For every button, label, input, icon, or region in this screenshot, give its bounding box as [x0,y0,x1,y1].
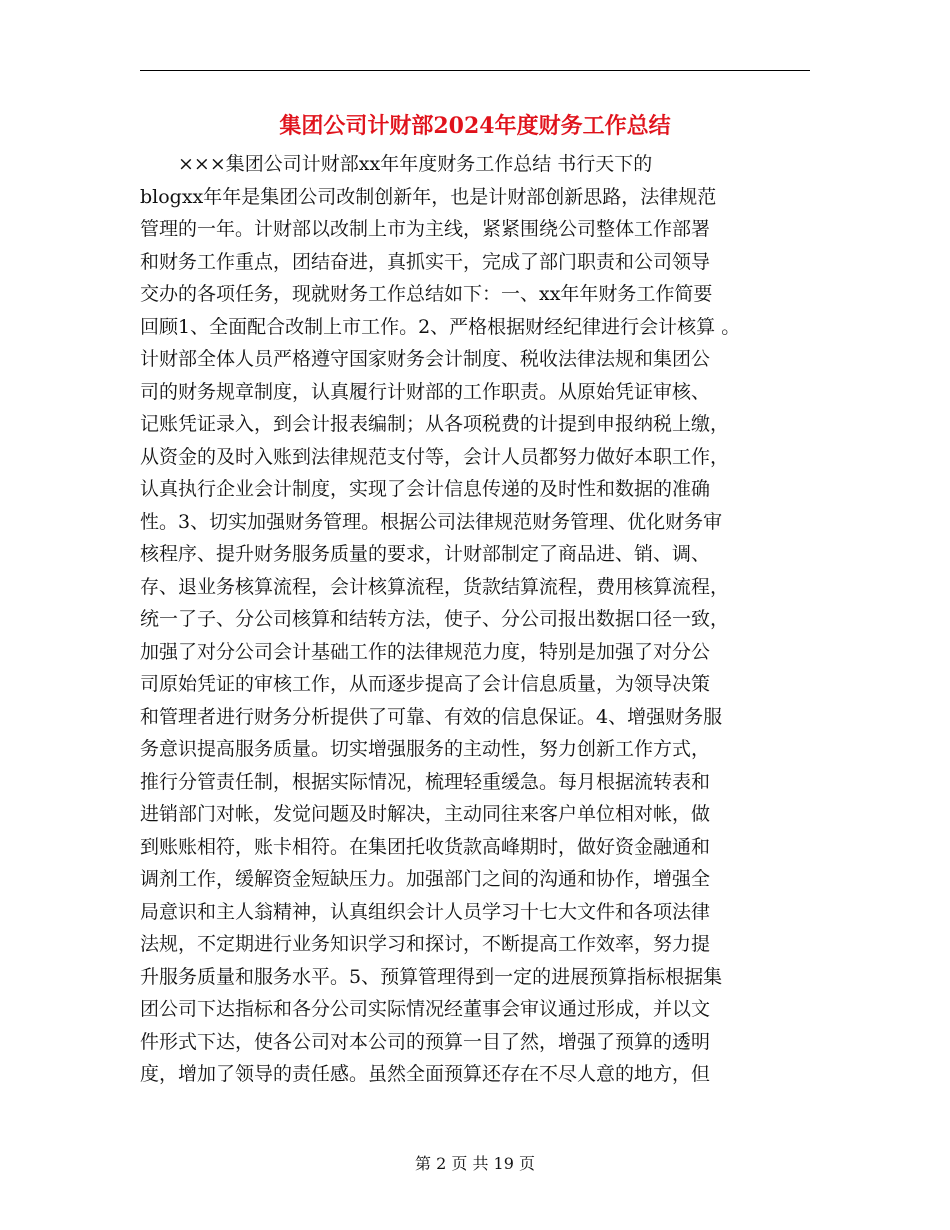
body-line: 管理的一年。计财部以改制上市为主线，紧紧围绕公司整体工作部署 [140,218,711,240]
page-number: 第 2 页 共 19 页 [415,1154,535,1173]
body-line: 核程序、提升财务服务质量的要求，计财部制定了商品进、销、调、 [140,543,711,565]
body-line: 进销部门对帐，发觉问题及时解决，主动同往来客户单位相对帐，做 [140,803,711,825]
body-line: ×××集团公司计财部xx年年度财务工作总结 书行天下的 [140,153,653,175]
body-line: 回顾1、全面配合改制上市工作。2、严格根据财经纪律进行会计核算 。 [140,315,741,338]
body-line: 调剂工作，缓解资金短缺压力。加强部门之间的沟通和协作，增强全 [140,868,711,890]
body-line: 升服务质量和服务水平。5、预算管理得到一定的进展预算指标根据集 [140,965,723,988]
body-line: 度，增加了领导的责任感。虽然全面预算还存在不尽人意的地方，但 [140,1063,711,1085]
body-line: 统一了子、分公司核算和结转方法，使子、分公司报出数据口径一致， [140,608,730,630]
body-line: blogxx年年是集团公司改制创新年，也是计财部创新思路，法律规范 [140,185,717,208]
body-line: 推行分管责任制，根据实际情况，梳理轻重缓急。每月根据流转表和 [140,770,711,793]
document-title: 集团公司计财部2024年度财务工作总结 [279,113,671,139]
body-line: 局意识和主人翁精神，认真组织会计人员学习十七大文件和各项法律 [140,900,711,923]
body-line: 和管理者进行财务分析提供了可靠、有效的信息保证。4、增强财务服 [140,705,723,728]
body-line: 法规，不定期进行业务知识学习和探讨，不断提高工作效率，努力提 [140,933,711,955]
body-line: 认真执行企业会计制度，实现了会计信息传递的及时性和数据的准确 [140,478,711,500]
body-line: 团公司下达指标和各分公司实际情况经董事会审议通过形成，并以文 [140,998,711,1020]
body-line: 从资金的及时入账到法律规范支付等，会计人员都努力做好本职工作， [140,445,730,468]
body-line: 司原始凭证的审核工作，从而逐步提高了会计信息质量，为领导决策 [140,673,711,695]
body-line: 记账凭证录入，到会计报表编制；从各项税费的计提到申报纳税上缴， [140,413,730,435]
body-line: 计财部全体人员严格遵守国家财务会计制度、税收法律法规和集团公 [140,348,711,370]
body-line: 务意识提高服务质量。切实增强服务的主动性，努力创新工作方式， [140,738,711,760]
body-line: 件形式下达，使各公司对本公司的预算一目了然，增强了预算的透明 [140,1030,711,1053]
document-body [140,148,812,1091]
body-line: 和财务工作重点，团结奋进，真抓实干，完成了部门职责和公司领导 [140,250,711,273]
header-rule [140,70,810,71]
body-line: 到账账相符，账卡相符。在集团托收货款高峰期时，做好资金融通和 [140,835,711,858]
body-line: 交办的各项任务，现就财务工作总结如下：一、xx年年财务工作简要 [140,283,713,305]
body-line: 性。3、切实加强财务管理。根据公司法律规范财务管理、优化财务审 [140,510,723,533]
body-line: 司的财务规章制度，认真履行计财部的工作职责。从原始凭证审核、 [140,380,711,403]
body-line: 加强了对分公司会计基础工作的法律规范力度，特别是加强了对分公 [140,640,711,663]
body-line: 存、退业务核算流程，会计核算流程，货款结算流程，费用核算流程， [140,575,730,598]
